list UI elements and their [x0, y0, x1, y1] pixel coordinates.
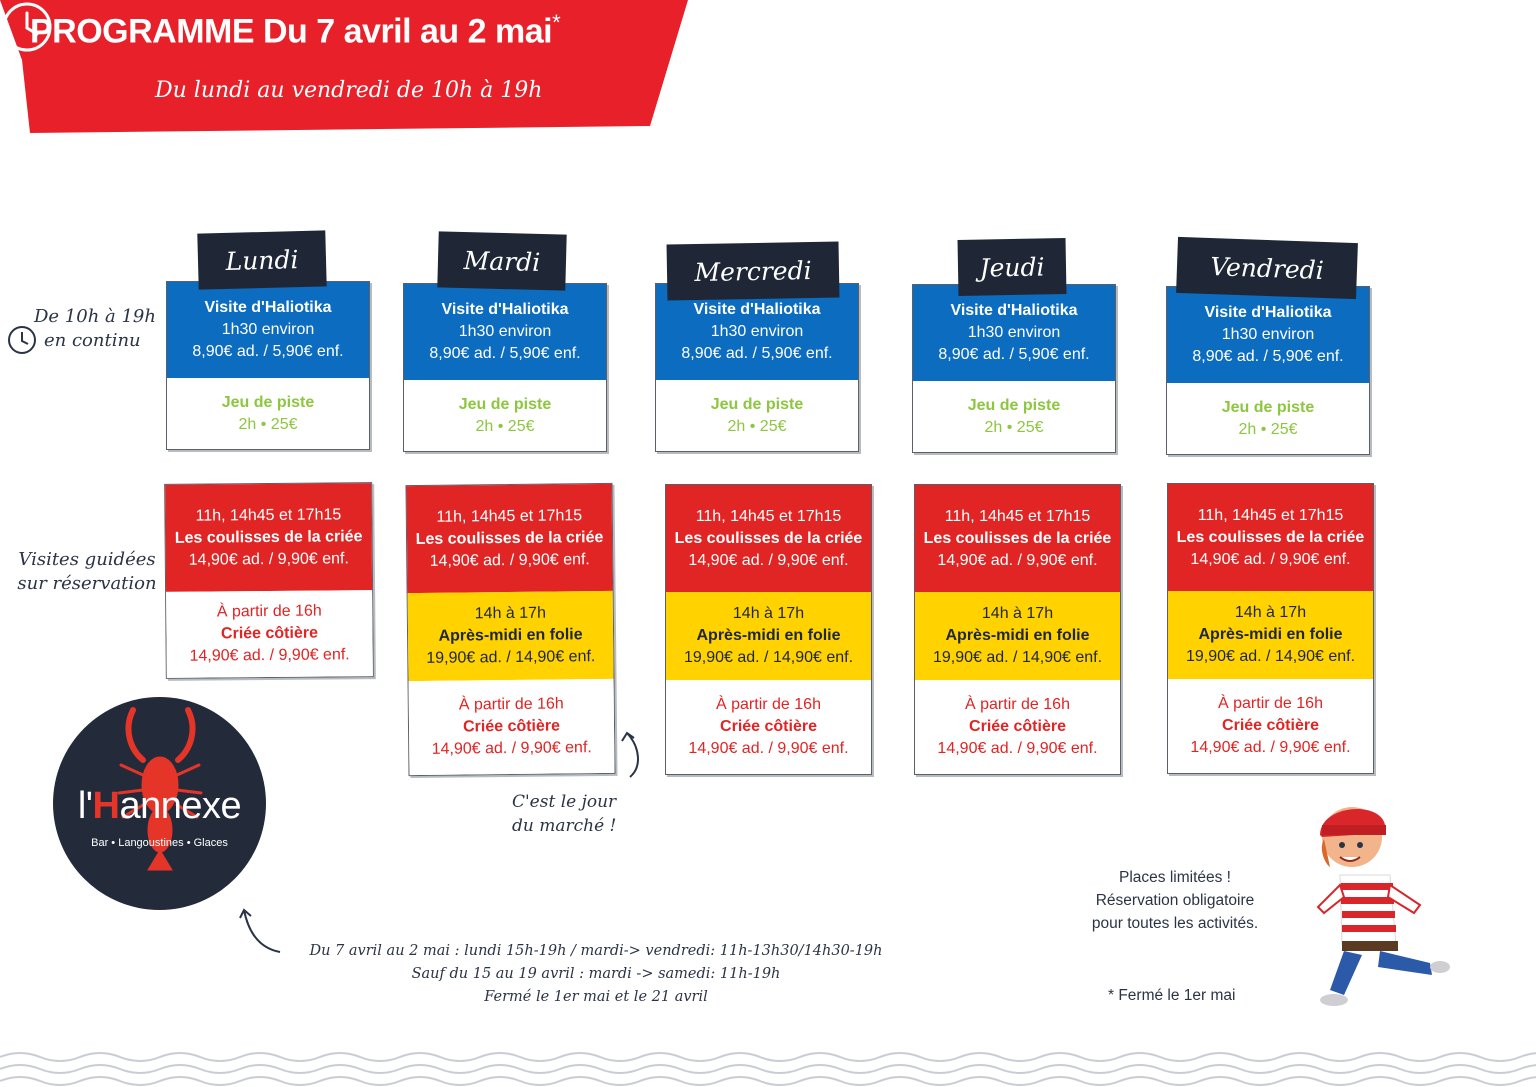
haliotika-block: Visite d'Haliotika 1h30 environ 8,90€ ad. / 5,90€ enf.	[913, 285, 1115, 381]
day-tag-mercredi: Mercredi	[667, 242, 840, 301]
day-tag-jeudi: Jeudi	[958, 238, 1067, 296]
market-note: C'est le jour du marché !	[512, 792, 617, 836]
card-mardi-guided	[405, 483, 615, 776]
coulisses-block: 11h, 14h45 et 17h15 Les coulisses de la criée 14,90€ ad. / 9,90€ enf.	[165, 483, 372, 592]
running-boy-illustration	[1300, 795, 1465, 1015]
market-arrow-icon	[600, 725, 650, 785]
hannexe-hours: Du 7 avril au 2 mai : lundi 15h-19h / mardi-> vendredi: 11h-13h30/14h30-19h Sauf du 15 au 19 avril : mardi -> samedi: 11h-19h Fermé le 1er mai et le 21 avril	[309, 943, 883, 1005]
day-tag-mardi: Mardi	[437, 231, 566, 290]
coulisses-block: 11h, 14h45 et 17h15 Les coulisses de la criée 14,90€ ad. / 9,90€ enf.	[406, 484, 612, 593]
opening-hours: Du lundi au vendredi de 10h à 19h	[155, 78, 543, 103]
small-clock-icon	[6, 324, 38, 356]
card-lundi-morning	[166, 281, 370, 450]
criee-block: À partir de 16h Criée côtière 14,90€ ad. / 9,90€ enf.	[166, 590, 373, 678]
booking-notice: Places limitées ! Réservation obligatoire pour toutes les activités.	[1091, 869, 1259, 932]
card-jeudi-guided	[914, 484, 1121, 775]
coulisses-block: 11h, 14h45 et 17h15 Les coulisses de la criée 14,90€ ad. / 9,90€ enf.	[1168, 484, 1373, 591]
card-vendredi-morning	[1166, 286, 1370, 455]
card-mercredi-guided	[665, 484, 872, 775]
card-lundi-guided	[164, 482, 374, 679]
coulisses-block: 11h, 14h45 et 17h15 Les coulisses de la criée 14,90€ ad. / 9,90€ enf.	[666, 485, 871, 592]
day-tag-lundi: Lundi	[197, 230, 326, 289]
haliotika-block: Visite d'Haliotika 1h30 environ 8,90€ ad. / 5,90€ enf.	[656, 284, 858, 380]
card-mercredi-morning	[655, 283, 859, 452]
card-mardi-morning	[403, 283, 607, 452]
haliotika-block: Visite d'Haliotika 1h30 environ 8,90€ ad. / 5,90€ enf.	[167, 282, 369, 378]
folie-block: 14h à 17h Après-midi en folie 19,90€ ad. / 14,90€ enf.	[1168, 591, 1373, 679]
closed-note: * Fermé le 1er mai	[1108, 987, 1236, 1004]
hannexe-name: l'Hannexe	[77, 785, 242, 827]
criee-block: À partir de 16h Criée côtière 14,90€ ad. / 9,90€ enf.	[666, 680, 871, 774]
piste-block: Jeu de piste 2h • 25€	[1167, 383, 1369, 454]
haliotika-block: Visite d'Haliotika 1h30 environ 8,90€ ad. / 5,90€ enf.	[1167, 287, 1369, 383]
haliotika-block: Visite d'Haliotika 1h30 environ 8,90€ ad. / 5,90€ enf.	[404, 284, 606, 380]
continuous-label: De 10h à 19h en continu	[34, 306, 156, 351]
card-vendredi-guided	[1167, 483, 1374, 774]
page-title: PROGRAMME Du 7 avril au 2 mai*	[30, 10, 561, 51]
folie-block: 14h à 17h Après-midi en folie 19,90€ ad. / 14,90€ enf.	[666, 592, 871, 680]
header-banner	[0, 0, 690, 135]
piste-block: Jeu de piste 2h • 25€	[913, 381, 1115, 452]
wave-decoration	[0, 1045, 1536, 1087]
piste-block: Jeu de piste 2h • 25€	[167, 378, 369, 449]
guided-visits-label: Visites guidées sur réservation	[17, 549, 157, 594]
criee-block: À partir de 16h Criée côtière 14,90€ ad. / 9,90€ enf.	[409, 679, 615, 775]
hannexe-logo	[53, 697, 266, 910]
criee-block: À partir de 16h Criée côtière 14,90€ ad. / 9,90€ enf.	[915, 680, 1120, 774]
day-tag-vendredi: Vendredi	[1176, 237, 1358, 299]
coulisses-block: 11h, 14h45 et 17h15 Les coulisses de la criée 14,90€ ad. / 9,90€ enf.	[915, 485, 1120, 592]
clock-icon	[0, 0, 54, 54]
piste-block: Jeu de piste 2h • 25€	[404, 380, 606, 451]
hannexe-tagline: Bar • Langoustines • Glaces	[91, 837, 228, 849]
piste-block: Jeu de piste 2h • 25€	[656, 380, 858, 451]
card-jeudi-morning	[912, 284, 1116, 453]
folie-block: 14h à 17h Après-midi en folie 19,90€ ad. / 14,90€ enf.	[408, 591, 614, 681]
criee-block: À partir de 16h Criée côtière 14,90€ ad. / 9,90€ enf.	[1168, 679, 1373, 773]
folie-block: 14h à 17h Après-midi en folie 19,90€ ad. / 14,90€ enf.	[915, 592, 1120, 680]
